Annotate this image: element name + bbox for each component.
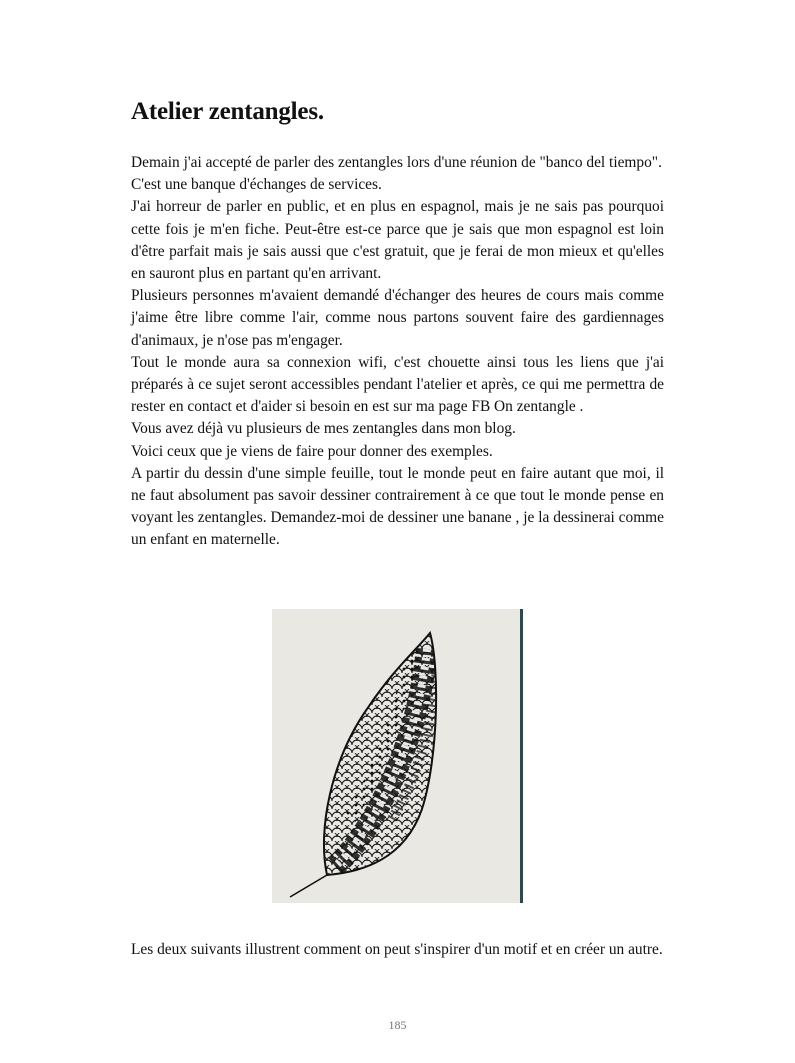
paragraph: Voici ceux que je viens de faire pour donner des exemples. <box>131 442 493 460</box>
paragraph: Tout le monde aura sa connexion wifi, c'est chouette ainsi tous les liens que j'ai préparés à ce sujet seront accessibles pendant l'atelier et après, ce qui me permettra de rester en contact et d'aider si besoin en est sur ma page FB On zentangle . <box>131 353 664 416</box>
zentangle-leaf-photo <box>272 609 522 903</box>
article-body <box>131 152 664 552</box>
paragraph: Plusieurs personnes m'avaient demandé d'échanger des heures de cours mais comme j'aime être libre comme l'air, comme nous partons souvent faire des gardiennages d'animaux, je n'ose pas m'engager. <box>131 287 664 349</box>
paragraph: C'est une banque d'échanges de services. <box>131 176 382 194</box>
leaf-drawing <box>272 609 522 903</box>
closing-paragraph: Les deux suivants illustrent comment on peut s'inspirer d'un motif et en créer un autre. <box>131 941 663 958</box>
photo-edge <box>520 609 523 903</box>
paragraph: J'ai horreur de parler en public, et en plus en espagnol, mais je ne sais pas pourquoi cette fois je m'en fiche. Peut-être est-ce parce que je sais que mon espagnol est loin d'être parfait mais je sais aussi que c'est gratuit, que je ferai de mon mieux et qu'elles en sauront plus en partant qu'en arrivant. <box>131 198 664 283</box>
paragraph: A partir du dessin d'une simple feuille, tout le monde peut en faire autant que moi, il ne faut absolument pas savoir dessiner contrairement à ce que tout le monde pense en voyant les zentangles. Demandez-moi de dessiner une banane , je la dessinerai comme un enfant en maternelle. <box>131 464 664 549</box>
paragraph: Vous avez déjà vu plusieurs de mes zentangles dans mon blog. <box>131 420 516 438</box>
page-title: Atelier zentangles. <box>131 98 324 125</box>
paragraph: Demain j'ai accepté de parler des zentangles lors d'une réunion de "banco del tiempo". <box>131 154 662 171</box>
page-number: 185 <box>388 1018 407 1032</box>
